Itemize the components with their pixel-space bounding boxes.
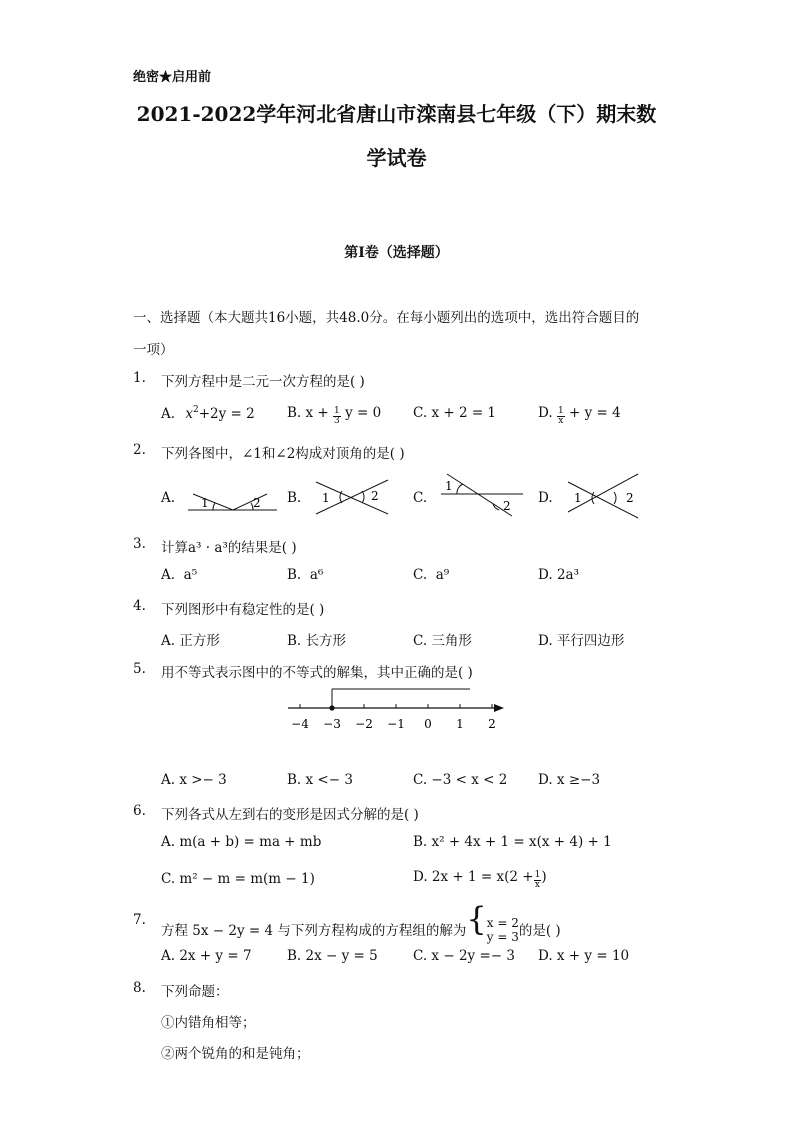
question-number: 1.: [133, 370, 146, 386]
angle-label-2: 2: [371, 489, 379, 503]
angle-label-1: 1: [445, 479, 453, 493]
section-instructions-cont: 一项）: [133, 342, 174, 358]
section-instructions: 一、选择题（本大题共16小题，共48.0分。在每小题列出的选项中，选出符合题目的: [133, 310, 640, 326]
question-text: 下列方程中是二元一次方程的是( ): [161, 374, 365, 390]
question-text: 下列命题：: [161, 984, 229, 1000]
proposition-1: ①内错角相等；: [161, 1015, 256, 1031]
option-letter: A.: [161, 406, 176, 422]
fraction: $\frac{1}{x}$: [557, 406, 564, 426]
angle-label-2: 2: [626, 491, 634, 505]
option-c: C. m² − m = m(m − 1): [161, 871, 315, 887]
option-d: D. x + y = 10: [538, 948, 630, 964]
option-expr: x + 2 = 1: [431, 405, 497, 421]
option-c-letter: C.: [413, 490, 428, 506]
number-line-tick-label: −1: [387, 717, 405, 731]
option-a-figure: [185, 478, 280, 514]
option-d: D. 2x + 1 = x(2 + $\frac{1}{x}$ ): [413, 869, 547, 890]
question-number: 2.: [133, 442, 146, 458]
option-c: C. −3 < x < 2: [413, 772, 508, 788]
option-expr: $x^2+2y = 2$: [185, 405, 255, 422]
option-b: B. 2x − y = 5: [287, 948, 378, 964]
option-b-figure: [312, 474, 392, 518]
question-text: 下列图形中有稳定性的是( ): [161, 602, 325, 618]
number-line-tick-label: 2: [488, 717, 496, 731]
option-d: D. x ≥−3: [538, 772, 601, 788]
option-d: [538, 405, 621, 426]
question-number: 3.: [133, 536, 146, 552]
option-letter: C.: [413, 405, 428, 421]
option-a-letter: A.: [161, 490, 176, 506]
option-expr: y = 0: [345, 405, 382, 421]
question-number: 7.: [133, 912, 146, 928]
number-line-tick-label: 1: [456, 717, 464, 731]
option-a: [161, 405, 255, 422]
page-title: 2021-2022学年河北省唐山市滦南县七年级（下）期末数: [136, 102, 657, 126]
proposition-2: ②两个锐角的和是钝角；: [161, 1046, 310, 1062]
option-b: B. a⁶: [287, 567, 324, 583]
number-line-tick-label: −4: [291, 717, 309, 731]
option-expr: + y = 4: [568, 405, 621, 421]
question-text: 下列各图中，∠1和∠2构成对顶角的是( ): [161, 446, 405, 462]
option-a: A. 正方形: [161, 633, 220, 649]
angle-label-2: 2: [253, 496, 261, 510]
option-d-figure: [564, 470, 644, 520]
number-line-tick-label: 0: [424, 717, 432, 731]
number-line-tick-label: −2: [355, 717, 373, 731]
question-number: 8.: [133, 980, 146, 996]
angle-label-2: 2: [503, 499, 511, 513]
question-text: 计算a³ · a³的结果是( ): [161, 540, 297, 556]
option-a: A. x >− 3: [161, 772, 227, 788]
angle-label-1: 1: [574, 491, 582, 505]
question-number: 5.: [133, 661, 146, 677]
number-line-tick-label: −3: [323, 717, 341, 731]
option-a: A. m(a + b) = ma + mb: [161, 834, 322, 850]
option-b-letter: B.: [287, 490, 302, 506]
question-number: 4.: [133, 598, 146, 614]
option-c: C. x − 2y =− 3: [413, 948, 515, 964]
option-c: [413, 405, 496, 421]
option-a: A. 2x + y = 7: [161, 948, 252, 964]
question-text: 方程 5x − 2y = 4 与下列方程构成的方程组的解为{ x = 2 y = 3 的是( ): [161, 900, 561, 944]
option-b: B. 长方形: [287, 633, 347, 649]
fraction: $\frac{1}{3}$: [334, 406, 340, 426]
option-c-figure: [437, 470, 527, 518]
question-number: 6.: [133, 803, 146, 819]
part-heading: 第I卷（选择题）: [344, 245, 449, 261]
option-c: C. 三角形: [413, 633, 472, 649]
page-title-cont: 学试卷: [366, 146, 427, 170]
option-d: D. 2a³: [538, 567, 579, 583]
option-letter: B.: [287, 405, 302, 421]
number-line-figure: [280, 684, 510, 736]
question-text: 下列各式从左到右的变形是因式分解的是( ): [161, 807, 419, 823]
option-b: [287, 405, 381, 426]
option-a: A. a⁵: [161, 567, 198, 583]
angle-label-1: 1: [201, 496, 209, 510]
option-c: C. a⁹: [413, 567, 450, 583]
angle-label-1: 1: [322, 491, 330, 505]
option-d-letter: D.: [538, 490, 553, 506]
option-letter: D.: [538, 405, 553, 421]
option-b: B. x² + 4x + 1 = x(x + 4) + 1: [413, 834, 612, 850]
option-d: D. 平行四边形: [538, 633, 625, 649]
option-b: B. x <− 3: [287, 772, 353, 788]
question-text: 用不等式表示图中的不等式的解集，其中正确的是( ): [161, 665, 473, 681]
option-expr: x +: [305, 405, 329, 421]
secret-label: 绝密★启用前: [133, 70, 212, 85]
